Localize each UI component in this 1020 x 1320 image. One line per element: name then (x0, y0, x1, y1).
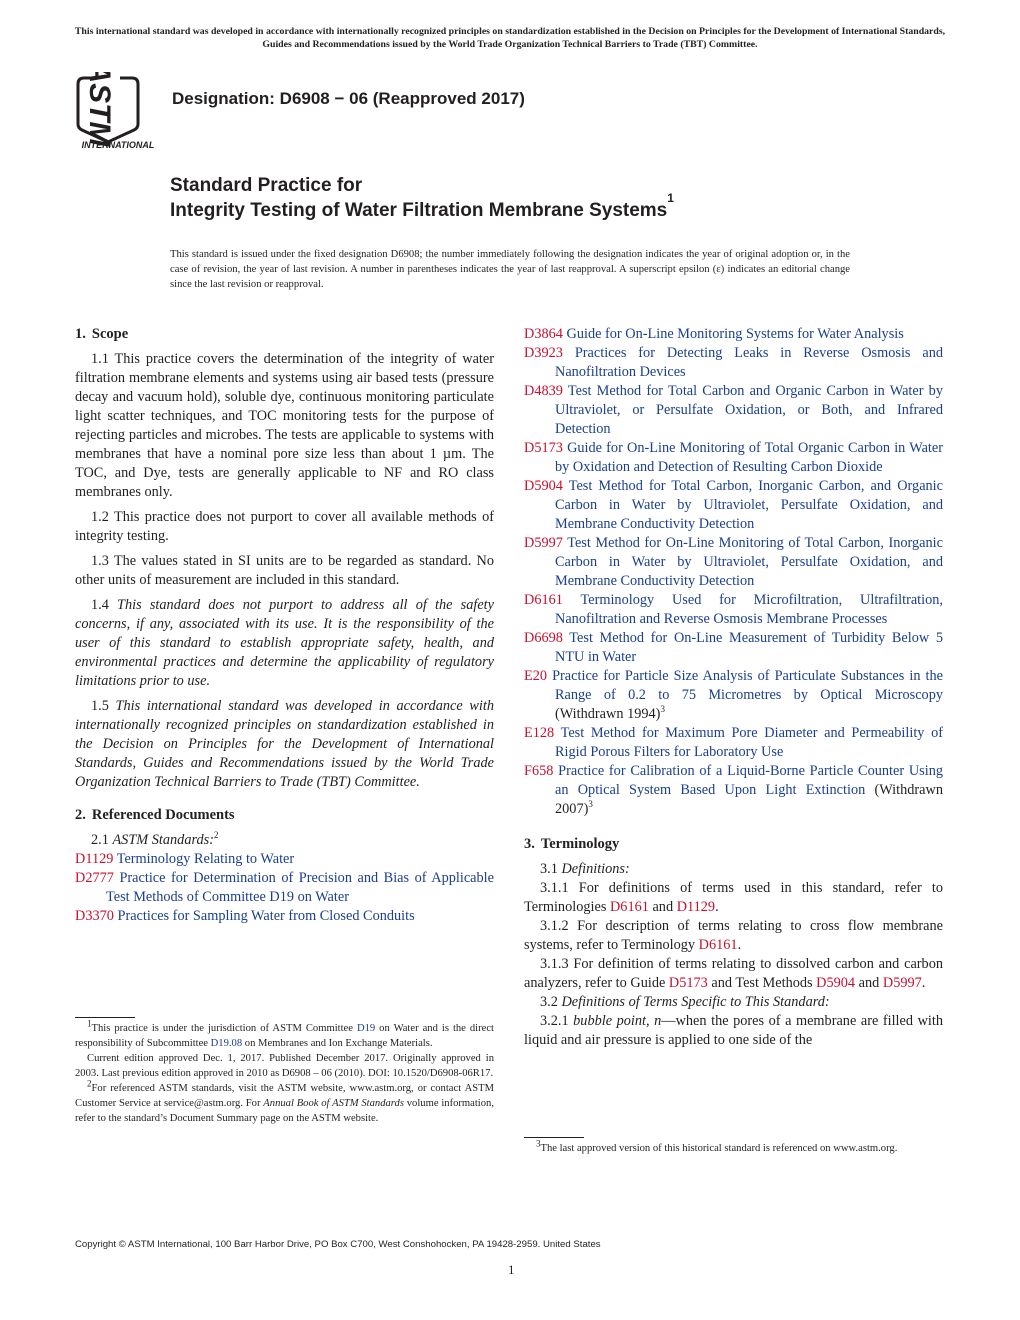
logo-text: ASTM (83, 72, 116, 147)
section-3-number: 3. (524, 836, 535, 852)
ref-code[interactable]: E20 (524, 668, 548, 684)
text: 3.1.2 For description of terms relating to cross flow membrane systems, refer to Terminology (524, 918, 943, 953)
section-2-heading (75, 806, 494, 825)
text: . (921, 975, 926, 991)
para-1-4-number: 1.4 (91, 597, 118, 613)
footnote-3-text: The last approved version of this historical standard is referenced on www.astm.org. (540, 1143, 898, 1154)
ref-title[interactable]: Test Method for On-Line Measurement of Turbidity Below 5 NTU in Water (555, 630, 943, 665)
ref-d1129[interactable] (75, 850, 494, 869)
astm-logo (72, 72, 164, 150)
title-line-2 (170, 191, 674, 222)
ref-title[interactable]: Guide for On-Line Monitoring of Total Organic Carbon in Water by Oxidation and Detection of Resulting Carbon Dioxide (555, 440, 943, 475)
ref-code[interactable]: D3923 (524, 345, 563, 361)
ref-code[interactable]: E128 (524, 725, 555, 741)
para-3-2 (524, 993, 943, 1012)
footnote-1-text-a: This practice is under the jurisdiction of ASTM Committee (91, 1023, 357, 1034)
para-3-1-2 (524, 917, 943, 955)
section-1-title: Scope (91, 326, 129, 342)
footnotes-right (524, 1138, 943, 1156)
ref-d3370[interactable] (75, 907, 494, 926)
footnote-1-text-b: on Water and is the direct responsibility of Subcommittee (75, 1023, 494, 1049)
footnote-rule-left (75, 1017, 135, 1018)
page-number: 1 (508, 1262, 515, 1277)
footnote-1-mark: 1 (87, 1018, 92, 1029)
para-3-1-number: 3.1 (540, 861, 562, 877)
para-3-1-text: Definitions: (561, 861, 630, 877)
ref-title[interactable]: Test Method for Total Carbon and Organic Carbon in Water by Ultraviolet, or Persulfate Oxidation, or Both, and Infrared Detection (555, 383, 943, 437)
text: and (855, 975, 883, 991)
ref-title[interactable]: Test Method for Maximum Pore Diameter and Permeability of Rigid Porous Filters for Laboratory Use (555, 725, 943, 760)
ref-code[interactable]: F658 (524, 763, 554, 779)
footnote-2-mark: 2 (87, 1078, 92, 1089)
ref-title[interactable]: Test Method for On-Line Monitoring of Total Carbon, Inorganic Carbon in Water by Ultraviolet, Persulfate Oxidation, and Membrane Conductivity Detection (555, 535, 943, 589)
footnote-1 (75, 1018, 494, 1051)
para-1-4-text: This standard does not purport to address all of the safety concerns, if any, associated with its use. It is the responsibility of the user of this standard to establish appropriate safety, health, and environmental practices and determine the applicability of regulatory limitations prior to use. (75, 597, 494, 689)
ref-title[interactable]: Practice for Determination of Precision and Bias of Applicable Test Methods of Committee D19 on Water (106, 870, 494, 905)
footnote-1-edition: Current edition approved Dec. 1, 2017. Published December 2017. Originally approved in 2003. Last previous edition approved in 2010 as D6908 – 06 (2010). DOI: 10.1520/D6908-06R17. (75, 1053, 494, 1079)
footnotes-left (75, 1018, 494, 1126)
footnote-2 (75, 1078, 494, 1126)
para-1-1: 1.1 This practice covers the determination of the integrity of water filtration membrane elements and systems using air based tests (pressure decay and vacuum hold), soluble dye, continuous monitoring particulate light scatter techniques, and TOC monitoring tests for the purpose of rejecting particles and microbes. The tests are applicable to systems with membranes that have a nominal pore size less than about 1 µm. The TOC, and Dye, tests are generally applicable to NF and RO class membranes only. (75, 351, 494, 500)
ref-d6698[interactable] (524, 629, 943, 667)
ref-title[interactable]: Practice for Particle Size Analysis of Particulate Substances in the Range of 0.2 to 75 Micrometres by Optical Microscopy (552, 668, 943, 703)
para-2-1-footnote-mark: 2 (214, 830, 219, 841)
text: and Test Methods (707, 975, 817, 991)
footnote-2-text-b: volume information, refer to the standard’s Document Summary page on the ASTM website. (75, 1098, 494, 1124)
para-3-2-number: 3.2 (540, 994, 562, 1010)
para-2-1-number: 2.1 (91, 832, 113, 848)
para-1-2: 1.2 This practice does not purport to cover all available methods of integrity testing. (75, 509, 494, 544)
para-3-2-1-number: 3.2.1 (540, 1013, 574, 1029)
section-1-heading (75, 325, 494, 344)
term-bubble-point: bubble point, n (573, 1013, 662, 1029)
ref-code[interactable]: D5997 (524, 535, 563, 551)
ref-note: (Withdrawn 2007) (555, 782, 943, 817)
ref-e20[interactable] (524, 667, 943, 724)
ref-title[interactable]: Practice for Calibration of a Liquid-Borne Particle Counter Using an Optical System Based Upon Light Extinction (555, 763, 943, 798)
ref-code[interactable]: D3370 (75, 908, 114, 924)
ref-f658[interactable] (524, 762, 943, 819)
section-3-title: Terminology (540, 836, 620, 852)
para-3-1-3 (524, 955, 943, 993)
title-line-1: Standard Practice for (170, 175, 363, 196)
text: 3.1.1 For definitions of terms used in this standard, refer to Terminologies (524, 880, 943, 915)
ref-title[interactable]: Terminology Relating to Water (116, 851, 295, 867)
para-1-5-text: This international standard was developed in accordance with internationally recognized principles on standardization established in the Decision on Principles for the Development of International Standards, Guides and Recommendations issued by the World Trade Organization Technical Barriers to Trade (TBT) Committee. (75, 698, 494, 790)
footnote-1-text-c: on Membranes and Ion Exchange Materials. (242, 1038, 433, 1049)
ref-d5904[interactable] (524, 477, 943, 534)
footnote-1-link-d1908[interactable]: D19.08 (210, 1038, 243, 1049)
text: and (648, 899, 677, 915)
link-d1129[interactable]: D1129 (676, 899, 716, 915)
ref-d6161[interactable] (524, 591, 943, 629)
ref-code[interactable]: D1129 (75, 851, 114, 867)
ref-d2777[interactable] (75, 869, 494, 907)
ref-note: (Withdrawn 1994) (555, 706, 661, 722)
section-2-title: Referenced Documents (91, 807, 235, 823)
title-text: Integrity Testing of Water Filtration Membrane Systems (170, 200, 668, 221)
link-d5997[interactable]: D5997 (882, 975, 922, 991)
link-d5904[interactable]: D5904 (816, 975, 856, 991)
ref-code[interactable]: D2777 (75, 870, 114, 886)
designation: Designation: D6908 − 06 (Reapproved 2017) (172, 89, 525, 108)
footnote-3 (524, 1138, 943, 1156)
text: . (737, 937, 742, 953)
ref-code[interactable]: D5173 (524, 440, 563, 456)
para-3-2-1 (524, 1012, 943, 1050)
text: 3.1.3 For definition of terms relating to dissolved carbon and carbon analyzers, refer to Guide (524, 956, 943, 991)
ref-d3864[interactable] (524, 325, 943, 344)
ref-code[interactable]: D6161 (524, 592, 563, 608)
ref-footnote-mark: 3 (660, 704, 665, 715)
ref-e128[interactable] (524, 724, 943, 762)
ref-title[interactable]: Terminology Used for Microfiltration, Ultrafiltration, Nanofiltration and Reverse Osmosis Membrane Processes (555, 592, 943, 627)
ref-title[interactable]: Practices for Detecting Leaks in Reverse Osmosis and Nanofiltration Devices (555, 345, 944, 380)
footnote-1-link-d19[interactable]: D19 (356, 1023, 376, 1034)
ref-d3923[interactable] (524, 344, 943, 382)
ref-code[interactable]: D5904 (524, 478, 563, 494)
para-1-5-number: 1.5 (91, 698, 116, 714)
footnote-2-text-a: For referenced ASTM standards, visit the ASTM website, www.astm.org, or contact ASTM Customer Service at service@astm.org. For (75, 1083, 494, 1109)
issued-note: This standard is issued under the fixed designation D6908; the number immediately following the designation indicates the year of original adoption or, in the case of revision, the year of last revision. A number in parentheses indicates the year of last reapproval. A superscript epsilon (ε) indicates an editorial change since the last revision or reapproval. (170, 249, 850, 290)
ref-d4839[interactable] (524, 382, 943, 439)
section-3-heading (524, 835, 943, 854)
footnote-3-mark: 3 (536, 1138, 541, 1149)
para-1-5 (75, 697, 494, 792)
para-1-4 (75, 596, 494, 691)
copyright: Copyright © ASTM International, 100 Barr Harbor Drive, PO Box C700, West Conshohocken, PA 19428-2959. United States (75, 1239, 601, 1250)
left-column (75, 325, 494, 926)
top-notice: This international standard was developed in accordance with internationally recognized principles on standardization established in the Decision on Principles for the Development of International Standards, Guides and Recommendations issued by the World Trade Organization Technical Barriers to Trade (TBT) Committee. (74, 26, 946, 50)
para-3-1 (524, 860, 943, 879)
ref-code[interactable]: D4839 (524, 383, 563, 399)
ref-footnote-mark: 3 (588, 799, 593, 810)
logo-subtext: INTERNATIONAL (81, 140, 155, 150)
title-footnote-mark: 1 (667, 191, 674, 205)
ref-d5997[interactable] (524, 534, 943, 591)
para-3-1-1 (524, 879, 943, 917)
para-2-1-text: ASTM Standards: (112, 832, 214, 848)
section-2-number: 2. (75, 807, 86, 823)
ref-d5173[interactable] (524, 439, 943, 477)
right-column (524, 325, 943, 1050)
footnote-rule-right (524, 1137, 584, 1138)
para-2-1 (75, 831, 494, 850)
ref-title[interactable]: Guide for On-Line Monitoring Systems for Water Analysis (566, 326, 904, 342)
ref-title[interactable]: Test Method for Total Carbon, Inorganic Carbon, and Organic Carbon in Water by Ultraviolet, Persulfate Oxidation, and Membrane Conductivity Detection (555, 478, 944, 532)
ref-code[interactable]: D6698 (524, 630, 563, 646)
ref-code[interactable]: D3864 (524, 326, 563, 342)
link-d5173[interactable]: D5173 (668, 975, 708, 991)
footnote-2-italic: Annual Book of ASTM Standards (263, 1098, 404, 1109)
para-3-2-1-text: —when the pores of a membrane are filled with liquid and air pressure is applied to one side of the (524, 1013, 943, 1048)
text: . (715, 899, 719, 915)
link-d6161[interactable]: D6161 (609, 899, 649, 915)
para-1-3: 1.3 The values stated in SI units are to be regarded as standard. No other units of measurement are included in this standard. (75, 553, 494, 588)
section-1-number: 1. (75, 326, 86, 342)
ref-title[interactable]: Practices for Sampling Water from Closed Conduits (117, 908, 415, 924)
para-3-2-text: Definitions of Terms Specific to This Standard: (561, 994, 830, 1010)
link-d6161[interactable]: D6161 (698, 937, 738, 953)
